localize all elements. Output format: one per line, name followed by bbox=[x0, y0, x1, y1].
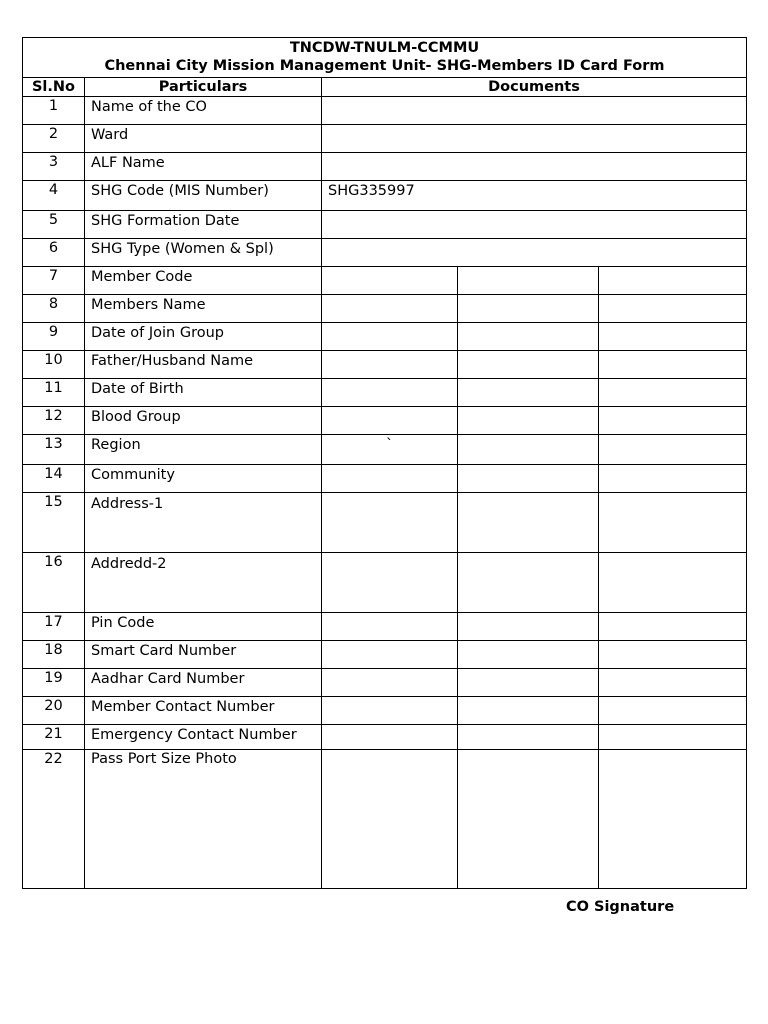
document-cell[interactable] bbox=[458, 435, 599, 465]
table-row bbox=[23, 669, 747, 697]
row-label: Smart Card Number bbox=[85, 641, 322, 669]
row-number: 17 bbox=[23, 613, 85, 641]
row-label: Aadhar Card Number bbox=[85, 669, 322, 697]
row-label: Member Contact Number bbox=[85, 697, 322, 725]
row-label: Name of the CO bbox=[85, 97, 322, 125]
document-cell[interactable] bbox=[322, 407, 458, 435]
form-title-line2: Chennai City Mission Management Unit- SHG-Members ID Card Form bbox=[104, 58, 665, 74]
table-row bbox=[23, 267, 747, 295]
row-label: Father/Husband Name bbox=[85, 351, 322, 379]
table-row bbox=[23, 435, 747, 465]
row-number: 8 bbox=[23, 295, 85, 323]
row-number: 14 bbox=[23, 465, 85, 493]
row-label: SHG Formation Date bbox=[85, 211, 322, 239]
document-cell[interactable] bbox=[599, 351, 747, 379]
row-number: 6 bbox=[23, 239, 85, 267]
row-label: Address-1 bbox=[85, 493, 322, 553]
document-cell[interactable] bbox=[458, 407, 599, 435]
row-number: 12 bbox=[23, 407, 85, 435]
table-row bbox=[23, 351, 747, 379]
row-value[interactable] bbox=[322, 211, 747, 239]
table-row bbox=[23, 553, 747, 613]
row-label: Community bbox=[85, 465, 322, 493]
row-number: 10 bbox=[23, 351, 85, 379]
document-cell[interactable] bbox=[458, 697, 599, 725]
table-row bbox=[23, 407, 747, 435]
row-number: 13 bbox=[23, 435, 85, 465]
form-title-line1: TNCDW-TNULM-CCMMU bbox=[289, 40, 480, 56]
table-row bbox=[23, 697, 747, 725]
row-number: 4 bbox=[23, 181, 85, 211]
document-cell[interactable] bbox=[458, 351, 599, 379]
row-label: Pin Code bbox=[85, 613, 322, 641]
row-label: Ward bbox=[85, 125, 322, 153]
document-cell[interactable] bbox=[458, 465, 599, 493]
document-cell[interactable] bbox=[458, 613, 599, 641]
document-cell[interactable] bbox=[322, 725, 458, 750]
row-number: 19 bbox=[23, 669, 85, 697]
row-number: 21 bbox=[23, 725, 85, 750]
table-row bbox=[23, 97, 747, 125]
table-row bbox=[23, 295, 747, 323]
row-label: Region bbox=[85, 435, 322, 465]
document-cell[interactable] bbox=[322, 267, 458, 295]
row-number: 2 bbox=[23, 125, 85, 153]
table-row bbox=[23, 125, 747, 153]
row-label: Addredd-2 bbox=[85, 553, 322, 613]
document-cell[interactable] bbox=[458, 493, 599, 553]
table-row bbox=[23, 465, 747, 493]
column-header-slno: Sl.No bbox=[23, 78, 85, 97]
document-cell[interactable] bbox=[322, 697, 458, 725]
document-cell[interactable] bbox=[322, 641, 458, 669]
row-label: ALF Name bbox=[85, 153, 322, 181]
document-cell[interactable] bbox=[458, 267, 599, 295]
document-cell[interactable] bbox=[599, 725, 747, 750]
row-value[interactable] bbox=[322, 239, 747, 267]
document-cell[interactable] bbox=[458, 323, 599, 351]
document-cell[interactable] bbox=[599, 641, 747, 669]
photo-cell[interactable] bbox=[458, 750, 599, 889]
table-row bbox=[23, 613, 747, 641]
row-label: Blood Group bbox=[85, 407, 322, 435]
row-number: 9 bbox=[23, 323, 85, 351]
document-cell[interactable] bbox=[322, 323, 458, 351]
document-cell[interactable] bbox=[458, 553, 599, 613]
table-row bbox=[23, 153, 747, 181]
document-cell[interactable] bbox=[599, 295, 747, 323]
photo-cell[interactable] bbox=[599, 750, 747, 889]
table-row bbox=[23, 323, 747, 351]
row-label: Date of Join Group bbox=[85, 323, 322, 351]
photo-cell[interactable] bbox=[322, 750, 458, 889]
document-cell[interactable] bbox=[599, 493, 747, 553]
table-row bbox=[23, 641, 747, 669]
document-cell[interactable] bbox=[458, 379, 599, 407]
row-value[interactable] bbox=[322, 97, 747, 125]
table-row bbox=[23, 239, 747, 267]
document-cell[interactable] bbox=[599, 613, 747, 641]
document-cell[interactable] bbox=[322, 295, 458, 323]
table-row bbox=[23, 493, 747, 553]
row-label: SHG Type (Women & Spl) bbox=[85, 239, 322, 267]
document-cell[interactable] bbox=[599, 267, 747, 295]
document-cell[interactable] bbox=[599, 465, 747, 493]
column-header-documents: Documents bbox=[322, 78, 747, 97]
document-cell[interactable] bbox=[458, 295, 599, 323]
co-signature-label: CO Signature bbox=[566, 899, 675, 915]
document-cell[interactable] bbox=[599, 553, 747, 613]
row-value[interactable] bbox=[322, 153, 747, 181]
row-number: 7 bbox=[23, 267, 85, 295]
column-header-particulars: Particulars bbox=[85, 78, 322, 97]
table-row bbox=[23, 725, 747, 750]
document-cell[interactable] bbox=[599, 669, 747, 697]
row-label: Emergency Contact Number bbox=[85, 725, 322, 750]
row-number: 22 bbox=[23, 750, 85, 889]
row-label: Members Name bbox=[85, 295, 322, 323]
header-row bbox=[23, 78, 747, 97]
document-cell[interactable] bbox=[322, 493, 458, 553]
table-row bbox=[23, 379, 747, 407]
document-cell[interactable] bbox=[322, 669, 458, 697]
row-number: 11 bbox=[23, 379, 85, 407]
document-cell[interactable] bbox=[599, 697, 747, 725]
shg-id-card-form bbox=[22, 37, 747, 889]
row-number: 18 bbox=[23, 641, 85, 669]
region-value[interactable]: ` bbox=[322, 435, 458, 465]
table-row bbox=[23, 211, 747, 239]
row-number: 3 bbox=[23, 153, 85, 181]
document-cell[interactable] bbox=[458, 725, 599, 750]
row-label: SHG Code (MIS Number) bbox=[85, 181, 322, 211]
document-cell[interactable] bbox=[322, 613, 458, 641]
document-cell[interactable] bbox=[458, 669, 599, 697]
row-label: Member Code bbox=[85, 267, 322, 295]
row-value[interactable] bbox=[322, 125, 747, 153]
form-title bbox=[23, 38, 747, 78]
document-cell[interactable] bbox=[599, 323, 747, 351]
row-label: Date of Birth bbox=[85, 379, 322, 407]
row-number: 1 bbox=[23, 97, 85, 125]
document-cell[interactable] bbox=[599, 379, 747, 407]
document-cell[interactable] bbox=[322, 351, 458, 379]
document-cell[interactable] bbox=[322, 553, 458, 613]
document-cell[interactable] bbox=[322, 465, 458, 493]
document-cell[interactable] bbox=[322, 379, 458, 407]
shg-code-value[interactable]: SHG335997 bbox=[322, 181, 747, 211]
table-row bbox=[23, 750, 747, 889]
row-number: 5 bbox=[23, 211, 85, 239]
document-cell[interactable] bbox=[599, 435, 747, 465]
row-number: 16 bbox=[23, 553, 85, 613]
row-number: 20 bbox=[23, 697, 85, 725]
document-cell[interactable] bbox=[599, 407, 747, 435]
document-cell[interactable] bbox=[458, 641, 599, 669]
row-number: 15 bbox=[23, 493, 85, 553]
table-row bbox=[23, 181, 747, 211]
row-label: Pass Port Size Photo bbox=[85, 750, 322, 889]
